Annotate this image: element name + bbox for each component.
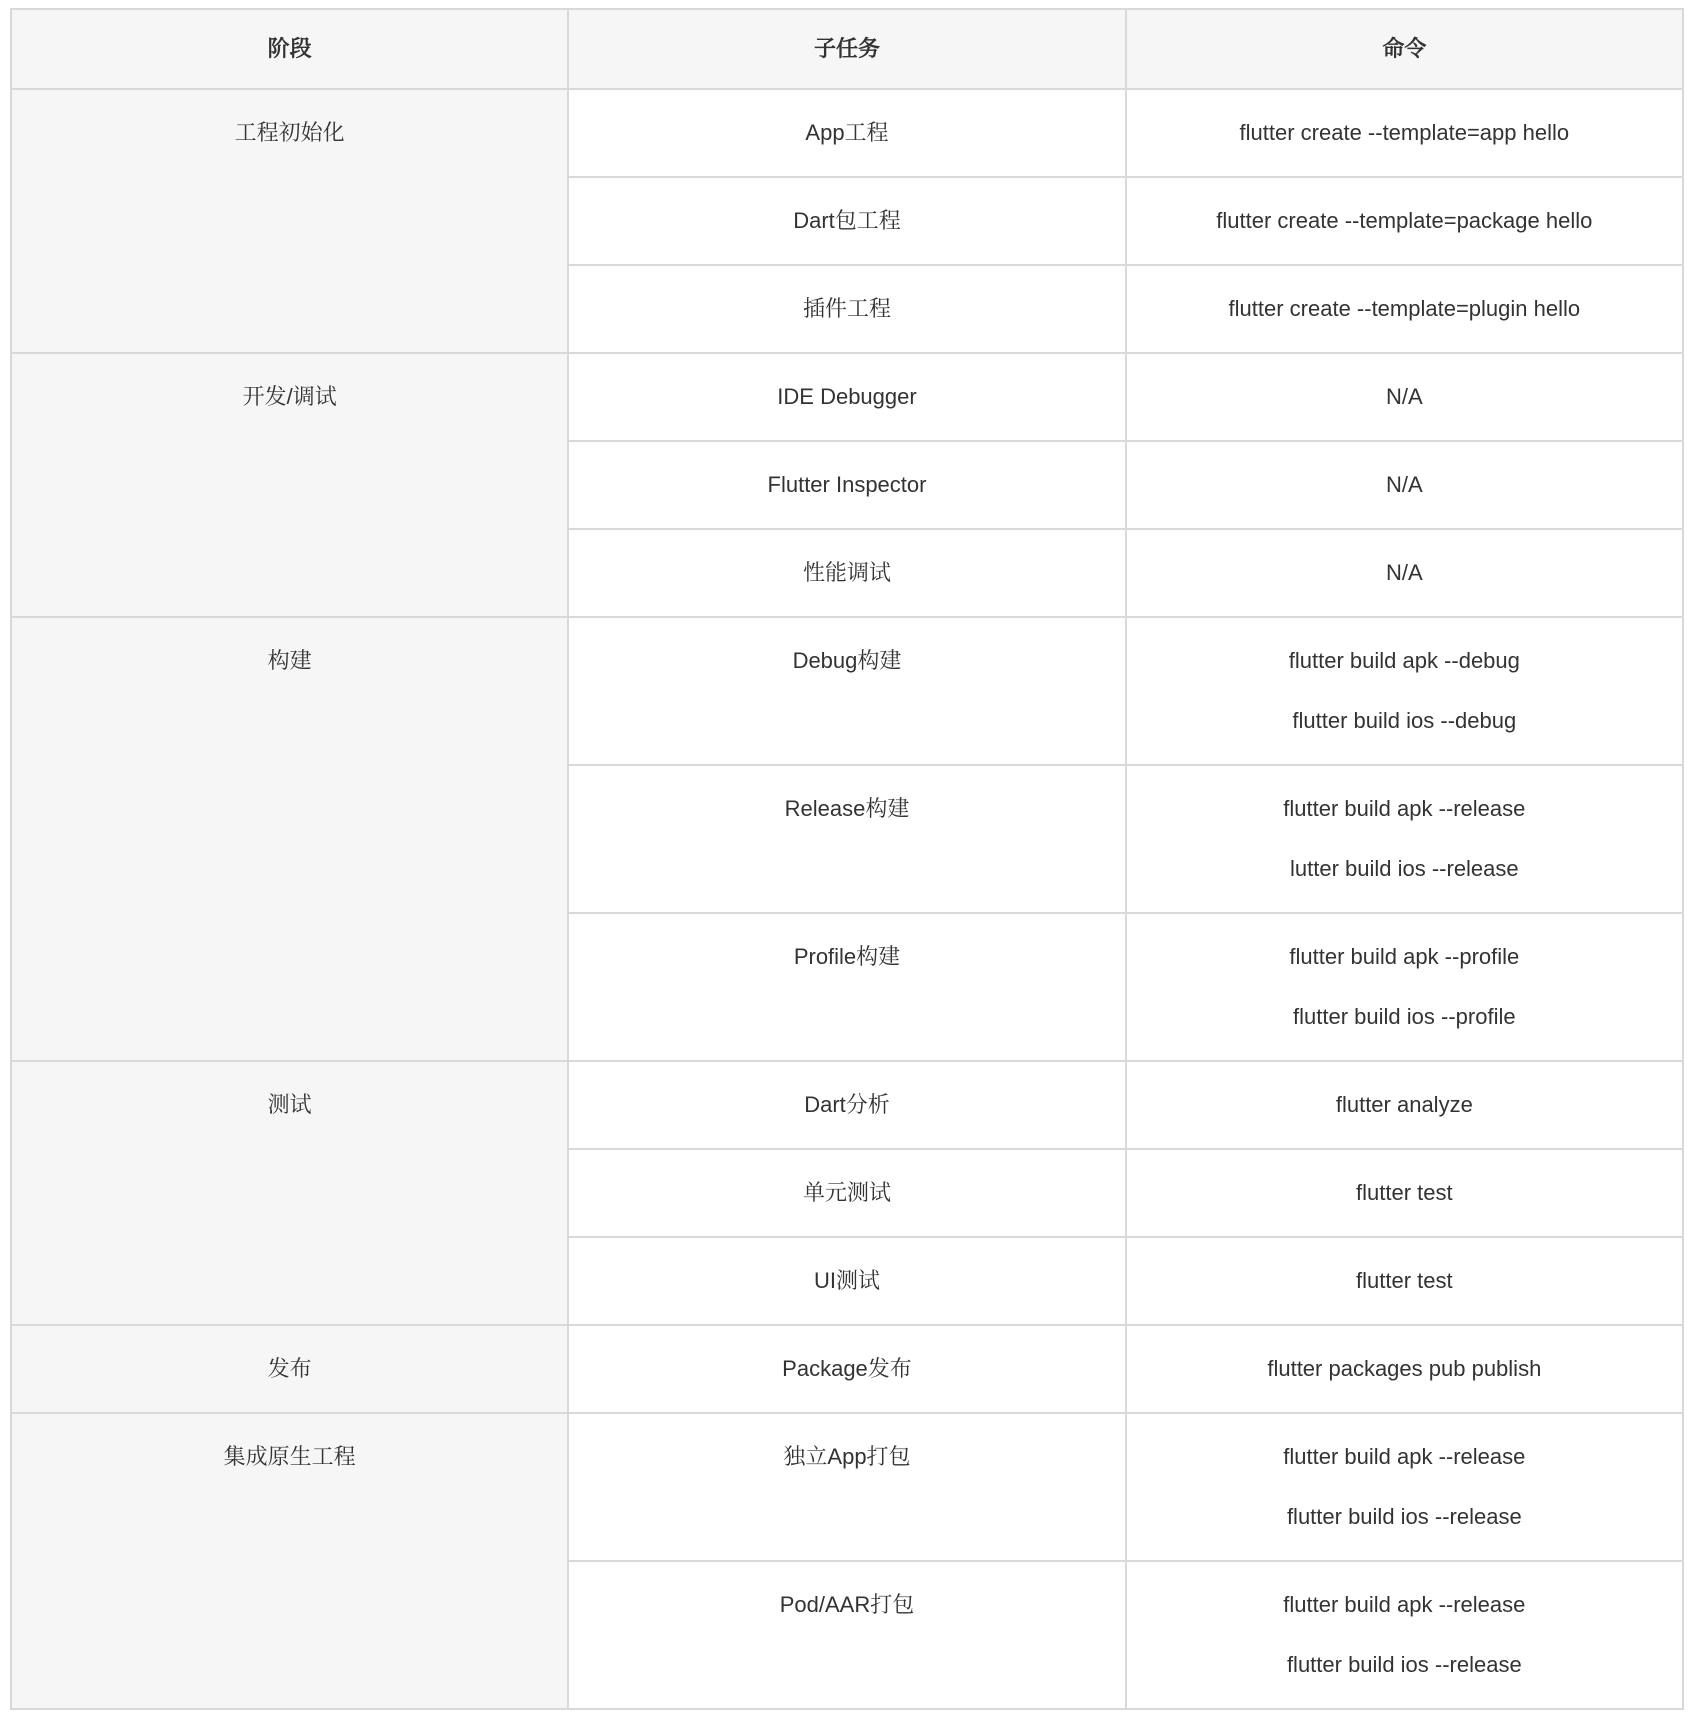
command-line: N/A — [1385, 472, 1423, 497]
command-cell — [1126, 441, 1683, 529]
command-cell — [1126, 617, 1683, 765]
subtask-label: App工程 — [805, 120, 889, 145]
column-header-stage: 阶段 — [11, 9, 568, 89]
subtask-cell — [568, 1061, 1125, 1149]
command-cell — [1126, 265, 1683, 353]
subtask-label: 性能调试 — [802, 560, 891, 585]
table-row — [11, 89, 1683, 177]
subtask-cell — [568, 913, 1125, 1061]
subtask-cell — [568, 265, 1125, 353]
stage-label: 测试 — [267, 1092, 312, 1117]
subtask-label: Dart分析 — [804, 1092, 890, 1117]
subtask-label: Release构建 — [784, 796, 910, 821]
stage-cell — [11, 89, 568, 353]
stage-label: 工程初始化 — [234, 120, 345, 145]
subtask-label: Dart包工程 — [793, 208, 901, 233]
command-line: flutter create --template=plugin hello — [1228, 296, 1581, 321]
subtask-cell — [568, 1413, 1125, 1561]
stage-label: 集成原生工程 — [223, 1444, 356, 1469]
command-line: lutter build ios --release — [1289, 856, 1519, 881]
table-row — [11, 1061, 1683, 1149]
command-line: flutter build apk --release — [1283, 1592, 1526, 1617]
command-cell — [1126, 177, 1683, 265]
subtask-label: Flutter Inspector — [767, 472, 927, 497]
subtask-label: Package发布 — [782, 1356, 912, 1381]
subtask-label: IDE Debugger — [777, 384, 917, 409]
flutter-commands-table — [10, 8, 1684, 1710]
subtask-cell — [568, 1149, 1125, 1237]
subtask-label: Debug构建 — [792, 648, 902, 673]
subtask-label: 单元测试 — [802, 1180, 891, 1205]
command-cell — [1126, 1149, 1683, 1237]
stage-cell — [11, 1325, 568, 1413]
subtask-cell — [568, 353, 1125, 441]
command-line: flutter test — [1356, 1268, 1453, 1293]
table-row — [11, 1413, 1683, 1561]
command-line: flutter build ios --debug — [1292, 708, 1517, 733]
command-cell — [1126, 765, 1683, 913]
command-line: flutter analyze — [1335, 1092, 1473, 1117]
table-row — [11, 353, 1683, 441]
command-cell — [1126, 1561, 1683, 1709]
command-line: N/A — [1385, 384, 1423, 409]
subtask-cell — [568, 1237, 1125, 1325]
subtask-cell — [568, 441, 1125, 529]
command-line: flutter create --template=app hello — [1239, 120, 1570, 145]
table-row — [11, 1325, 1683, 1413]
command-line: flutter build ios --release — [1286, 1652, 1522, 1677]
subtask-label: Pod/AAR打包 — [779, 1592, 915, 1617]
subtask-label: Profile构建 — [793, 944, 901, 969]
subtask-cell — [568, 617, 1125, 765]
command-cell — [1126, 89, 1683, 177]
command-cell — [1126, 1237, 1683, 1325]
command-cell — [1126, 913, 1683, 1061]
table-row — [11, 617, 1683, 765]
column-header-command: 命令 — [1126, 9, 1683, 89]
subtask-cell — [568, 89, 1125, 177]
subtask-cell — [568, 177, 1125, 265]
subtask-label: 独立App打包 — [783, 1444, 911, 1469]
command-cell — [1126, 1413, 1683, 1561]
command-cell — [1126, 1061, 1683, 1149]
subtask-cell — [568, 529, 1125, 617]
command-cell — [1126, 1325, 1683, 1413]
command-cell — [1126, 529, 1683, 617]
command-line: flutter create --template=package hello — [1216, 208, 1593, 233]
header-row — [11, 9, 1683, 89]
command-line: flutter build apk --debug — [1288, 648, 1520, 673]
subtask-cell — [568, 765, 1125, 913]
command-line: flutter build apk --profile — [1289, 944, 1520, 969]
command-line: flutter packages pub publish — [1267, 1356, 1542, 1381]
command-cell — [1126, 353, 1683, 441]
subtask-cell — [568, 1561, 1125, 1709]
command-line: flutter build apk --release — [1283, 796, 1526, 821]
column-header-subtask: 子任务 — [568, 9, 1125, 89]
stage-label: 发布 — [267, 1356, 312, 1381]
command-line: N/A — [1385, 560, 1423, 585]
stage-label: 开发/调试 — [242, 384, 337, 409]
stage-cell — [11, 1061, 568, 1325]
subtask-label: UI测试 — [813, 1268, 880, 1293]
stage-cell — [11, 353, 568, 617]
subtask-label: 插件工程 — [802, 296, 891, 321]
stage-cell — [11, 1413, 568, 1709]
command-line: flutter build ios --release — [1286, 1504, 1522, 1529]
stage-cell — [11, 617, 568, 1061]
command-line: flutter build apk --release — [1283, 1444, 1526, 1469]
stage-label: 构建 — [267, 648, 312, 673]
subtask-cell — [568, 1325, 1125, 1413]
command-line: flutter test — [1356, 1180, 1453, 1205]
command-line: flutter build ios --profile — [1293, 1004, 1516, 1029]
